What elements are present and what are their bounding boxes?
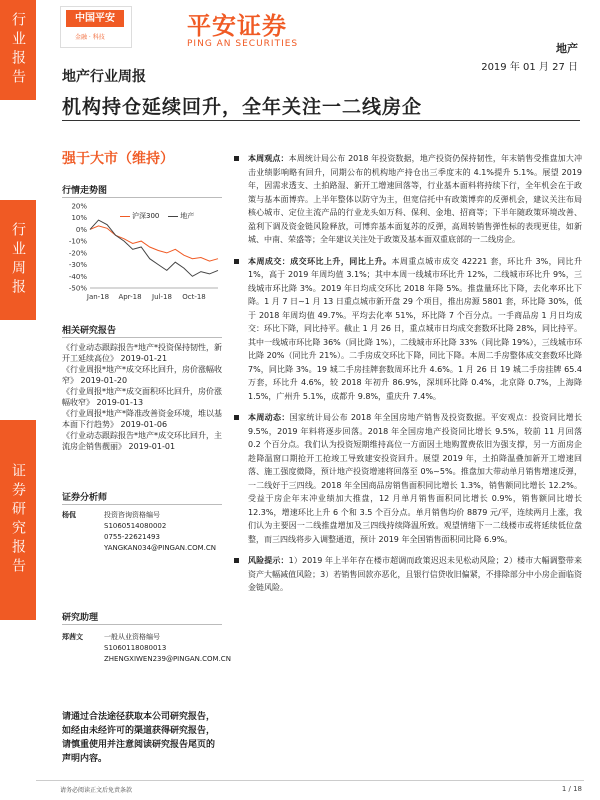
logo-en: PING AN SECURITIES (187, 39, 299, 49)
legend-label-realestate: 地产 (180, 212, 195, 220)
strip-segment-research (0, 420, 36, 620)
related-item[interactable]: 《行业动态跟踪报告*地产*投资保持韧性，新开工延续高位》 2019-01-21 (62, 343, 222, 363)
logo-cn: 平安证券 (187, 12, 287, 40)
para-risk (234, 554, 582, 595)
x-tick-label: Oct-18 (182, 293, 206, 301)
logo-title: 中国平安 (66, 10, 124, 27)
disclaimer: 请通过合法途径获取本公司研究报告，如经由未经许可的渠道获得研究报告，请慎重使用并注意阅读研究报告尾页的声明内容。 (62, 712, 216, 764)
para-lead: 本周观点： (248, 154, 289, 163)
assistant-line: S1060118080013 (104, 644, 167, 652)
para-text: 国家统计局公布 2018 年全国房地产销售及投资数据。平安观点：投资同比增长 9.5%，2019 年料将逐步回落。2018 年全国房地产投资同比增长 9.5%，较前 11 月回落 0.2 个百分点。我们认为投资短期维持高位一方面因土地购置费依旧为强支撑，另一方面房企趁降温窗口期抢开工抢竣工导致建安投资回升。展望 2019 年，土拍降温叠加新开工增速回落、施工强度微降，预计地产投资增速将回落至 0%~5%。推盘加大带动单月销售增速反弹，一二线好于三四线。2018 年全国商品房销售面积同比增长 1.3%，销售额同比增长 12.2%。受益于房企年末冲业绩加大推盘，12 月单月销售面积同比增长 0.9%，销售额同比增长 12.3%，增速环比上升 6 个和 3.5 个百分点。单月销售均价 8879 元/平，连续两月上涨，我们认为主要因一二线推盘增加及三四线持续降温所致。观望情绪下一二线楼市或将延续低位盘整，而三四线将步入调整通道，预计 2019 年全国销售面积同比降 6.9%。 (248, 413, 582, 544)
legend-label-csi300: 沪深300 (132, 212, 160, 220)
side-strip (0, 0, 36, 800)
strip-label: 行业报告 (10, 12, 26, 88)
assistant-details (104, 632, 231, 665)
trend-heading: 行情走势图 (62, 186, 108, 196)
para-lead: 本周成交：成交环比上升，同比上升。 (248, 256, 392, 266)
para-text: 本周重点城市成交 42221 套，环比升 3%，同比升 1%，高于 2019 年周均值 3.1%；其中本周一线城市环比升 12%，二线城市环比升 9%，三线城市环比降 3%。2019 年日均成交环比 2018 年降 5%。推盘量环比下降，去化率环比下降。1 月 7 日~1 月 13 日重点城市新开盘 29 个项目，推出房源 5801 套，环比降 30%，低于 2018 年周均值 49.7%。平均去化率 51%，环比降 7 个百分点。一手商品房 1 月日均成交：环比下降，同比持平。截止 1 月 26 日，重点城市日均成交套数环比降 28%，同比持平。其中一线城市环比降 36%（同比降 1%），二线城市环比降 33%（同比降 19%），三线城市环比降 20%（同比升 21%）。二手房成交环比下降，同比下降。本周二手房整体成交套数环比降 7%，同比降 3%。19 城二手房挂牌套数周环比升 4.6%。1 月 26 日 19 城二手房挂牌 65.4 万套，环比升 4.6%，较 2018 年初升 86.9%，深圳环比降 0.4%，北京降 0.7%，上海降 1.5%，广州升 5.1%，成都升 9.8%，重庆升 7.4%。 (248, 256, 582, 401)
rating-label: 强于大市（维持） (62, 151, 174, 167)
para-text: 1）2019 年上半年存在楼市超调而政策迟迟未见松动风险；2）楼市大幅调整带来资产大幅减值风险；3）若销售回款亦恶化，且银行信贷收旧偏紧，不排除部分中小房企面临资金链风险。 (248, 556, 582, 592)
related-item[interactable]: 《行业周报*地产*成交面积环比回升，房价涨幅收窄》 2019-01-13 (62, 387, 222, 407)
y-tick-label: 0% (75, 225, 87, 234)
para-weekly-view (234, 152, 582, 247)
analyst-line: S1060514080002 (104, 522, 167, 530)
pingan-group-logo (60, 6, 132, 48)
related-item[interactable]: 《行业动态跟踪报告*地产*成交环比回升，主流房企销售靓丽》 2019-01-01 (62, 431, 222, 451)
analyst-line: 0755-22621493 (104, 533, 160, 541)
main-content (234, 152, 582, 603)
related-list (62, 342, 222, 452)
para-text: 本周统计局公布 2018 年投资数据，地产投资仍保持韧性，年末销售受推盘加大冲击业绩影响略有回升，同期公布的机构地产持仓出三季度末的 4.1%提升 5.1%。展望 2019 年，因需求透支、土拍路湿、新开工增速回落等，行业基本面料将持续下行，全年机会在于政策与基本面博弈。上半年整体以防守为主，但宽信托中有政策博弈的反弹机会，建议关注布局核心城市、定位主流产品的行业龙头如万科、保利、金地、招商等；下半年随政策环境改善、盈利下调及资金链风险释放，可博弈基本面复苏的反弹，高周转销售弹性标的表现更佳，如新城、中南、荣盛等；全年建议关注处于政策及基本面双重底部的一二线房企。 (248, 154, 582, 244)
y-tick-label: -20% (68, 249, 87, 258)
para-weekly-news (234, 411, 582, 546)
trend-divider (62, 197, 222, 198)
series-line-csi300 (90, 226, 218, 261)
footer-divider (36, 780, 584, 781)
related-heading: 相关研究报告 (62, 326, 117, 336)
bullet-icon (234, 156, 239, 161)
related-item[interactable]: 《行业周报*地产*降准改善资金环境，堆以基本面下行趋势》 2019-01-06 (62, 409, 222, 429)
analyst-email[interactable]: YANGKAN034@PINGAN.COM.CN (104, 544, 217, 552)
y-tick-label: 10% (71, 214, 87, 223)
para-weekly-transactions (234, 255, 582, 404)
bullet-icon (234, 259, 239, 264)
assistant-line: 一般从业资格编号 (104, 633, 160, 641)
analyst-line: 投资咨询资格编号 (104, 511, 160, 519)
analyst-details (104, 510, 216, 554)
report-date: 2019 年 01 月 27 日 (481, 62, 578, 73)
analyst-name: 杨侃 (62, 511, 76, 519)
strip-segment-industry-report (0, 0, 36, 100)
page-title: 机构持仓延续回升，全年关注一二线房企 (62, 96, 423, 118)
report-type: 地产行业周报 (62, 69, 146, 85)
pingan-securities-logo (187, 6, 298, 49)
strip-segment-weekly (0, 200, 36, 320)
related-item[interactable]: 《行业周报*地产*成交环比回升，房价涨幅收窄》 2019-01-20 (62, 365, 222, 385)
y-tick-label: -40% (68, 272, 87, 281)
y-tick-label: 20% (71, 202, 87, 211)
y-tick-label: -50% (68, 284, 87, 293)
strip-label: 证券研究报告 (10, 463, 26, 577)
trend-chart (62, 200, 222, 310)
assistant-heading: 研究助理 (62, 613, 99, 623)
footer-note: 请务必阅读正文后免责条款 (60, 787, 133, 794)
analyst-divider (62, 504, 222, 505)
assistant-name: 郑茜文 (62, 633, 83, 641)
bullet-icon (234, 558, 239, 563)
sector-label: 地产 (556, 42, 578, 55)
x-tick-label: Jan-18 (86, 293, 110, 301)
strip-label: 行业周报 (10, 222, 26, 298)
y-tick-label: -10% (68, 237, 87, 246)
y-tick-label: -30% (68, 261, 87, 270)
page-number: 1 / 18 (561, 785, 582, 793)
analyst-heading: 证券分析师 (62, 493, 108, 503)
x-tick-label: Apr-18 (118, 293, 142, 301)
para-lead: 风险提示： (248, 556, 289, 565)
title-divider (62, 120, 580, 121)
related-divider (62, 337, 222, 338)
bullet-icon (234, 415, 239, 420)
x-tick-label: Jul-18 (152, 293, 172, 301)
series-line-realestate (90, 220, 218, 276)
assistant-divider (62, 624, 222, 625)
assistant-email[interactable]: ZHENGXIWEN239@PINGAN.COM.CN (104, 655, 231, 663)
logo-subtitle: 金融 · 科技 (75, 34, 105, 41)
para-lead: 本周动态： (248, 413, 290, 422)
